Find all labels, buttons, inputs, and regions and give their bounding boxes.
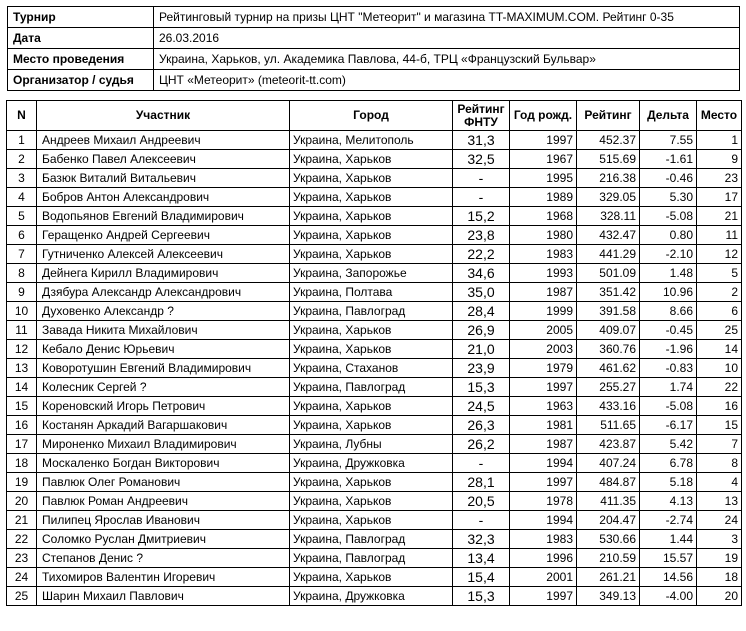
table-row: [7, 226, 742, 245]
cell-fntu-rating: 15,4: [453, 568, 510, 587]
cell-participant: Завада Никита Михайлович: [37, 321, 290, 340]
cell-participant: Кебало Денис Юрьевич: [37, 340, 290, 359]
results-header-row: [7, 101, 742, 131]
cell-rating: 511.65: [577, 416, 640, 435]
cell-delta: -0.83: [640, 359, 697, 378]
cell-birth-year: 1989: [510, 188, 577, 207]
cell-number: 15: [7, 397, 37, 416]
cell-fntu-rating: -: [453, 511, 510, 530]
table-row: [7, 511, 742, 530]
cell-participant: Бабенко Павел Алексеевич: [37, 150, 290, 169]
cell-number: 9: [7, 283, 37, 302]
cell-city: Украина, Харьков: [290, 568, 453, 587]
cell-number: 1: [7, 131, 37, 150]
cell-place: 7: [697, 435, 742, 454]
cell-birth-year: 2001: [510, 568, 577, 587]
cell-participant: Духовенко Александр ?: [37, 302, 290, 321]
cell-rating: 530.66: [577, 530, 640, 549]
cell-delta: 4.13: [640, 492, 697, 511]
cell-fntu-rating: 15,3: [453, 378, 510, 397]
cell-birth-year: 1987: [510, 283, 577, 302]
table-row: [7, 359, 742, 378]
table-row: [7, 492, 742, 511]
cell-number: 13: [7, 359, 37, 378]
cell-place: 11: [697, 226, 742, 245]
cell-fntu-rating: 32,3: [453, 530, 510, 549]
table-row: [7, 397, 742, 416]
cell-birth-year: 1979: [510, 359, 577, 378]
cell-participant: Водопьянов Евгений Владимирович: [37, 207, 290, 226]
cell-fntu-rating: 26,9: [453, 321, 510, 340]
cell-delta: -0.45: [640, 321, 697, 340]
cell-number: 19: [7, 473, 37, 492]
cell-city: Украина, Стаханов: [290, 359, 453, 378]
cell-fntu-rating: 13,4: [453, 549, 510, 568]
cell-place: 21: [697, 207, 742, 226]
cell-delta: -5.08: [640, 207, 697, 226]
cell-number: 7: [7, 245, 37, 264]
cell-rating: 216.38: [577, 169, 640, 188]
table-row: [7, 245, 742, 264]
info-row-place: [8, 49, 740, 70]
cell-delta: 5.18: [640, 473, 697, 492]
cell-number: 16: [7, 416, 37, 435]
cell-birth-year: 1997: [510, 587, 577, 606]
cell-place: 16: [697, 397, 742, 416]
cell-place: 19: [697, 549, 742, 568]
cell-delta: -0.46: [640, 169, 697, 188]
cell-number: 4: [7, 188, 37, 207]
cell-birth-year: 1993: [510, 264, 577, 283]
cell-fntu-rating: 15,2: [453, 207, 510, 226]
cell-rating: 432.47: [577, 226, 640, 245]
cell-fntu-rating: 28,4: [453, 302, 510, 321]
cell-number: 20: [7, 492, 37, 511]
cell-birth-year: 1983: [510, 530, 577, 549]
cell-birth-year: 1963: [510, 397, 577, 416]
cell-city: Украина, Харьков: [290, 188, 453, 207]
cell-delta: -2.10: [640, 245, 697, 264]
cell-rating: 423.87: [577, 435, 640, 454]
cell-place: 9: [697, 150, 742, 169]
cell-delta: 7.55: [640, 131, 697, 150]
cell-number: 10: [7, 302, 37, 321]
cell-fntu-rating: 31,3: [453, 131, 510, 150]
cell-rating: 515.69: [577, 150, 640, 169]
cell-fntu-rating: 32,5: [453, 150, 510, 169]
cell-city: Украина, Харьков: [290, 397, 453, 416]
cell-birth-year: 1997: [510, 473, 577, 492]
date-label: Дата: [8, 28, 154, 49]
cell-participant: Мироненко Михаил Владимирович: [37, 435, 290, 454]
cell-city: Украина, Павлоград: [290, 549, 453, 568]
cell-place: 22: [697, 378, 742, 397]
cell-number: 23: [7, 549, 37, 568]
cell-participant: Дзябура Александр Александрович: [37, 283, 290, 302]
organizer-label: Организатор / судья: [8, 70, 154, 91]
cell-participant: Костанян Аркадий Вагаршакович: [37, 416, 290, 435]
cell-delta: 1.74: [640, 378, 697, 397]
cell-number: 8: [7, 264, 37, 283]
cell-delta: 14.56: [640, 568, 697, 587]
cell-number: 11: [7, 321, 37, 340]
cell-rating: 349.13: [577, 587, 640, 606]
cell-delta: 5.42: [640, 435, 697, 454]
cell-rating: 411.35: [577, 492, 640, 511]
cell-rating: 461.62: [577, 359, 640, 378]
cell-rating: 204.47: [577, 511, 640, 530]
cell-fntu-rating: -: [453, 454, 510, 473]
table-row: [7, 340, 742, 359]
cell-place: 6: [697, 302, 742, 321]
cell-fntu-rating: 26,3: [453, 416, 510, 435]
tournament-label: Турнир: [8, 7, 154, 28]
header-n: N: [7, 101, 37, 131]
date-value: 26.03.2016: [154, 28, 740, 49]
header-year: Год рожд.: [510, 101, 577, 131]
table-row: [7, 549, 742, 568]
cell-number: 24: [7, 568, 37, 587]
cell-number: 14: [7, 378, 37, 397]
cell-rating: 441.29: [577, 245, 640, 264]
table-row: [7, 188, 742, 207]
cell-participant: Геращенко Андрей Сергеевич: [37, 226, 290, 245]
cell-participant: Базюк Виталий Витальевич: [37, 169, 290, 188]
cell-delta: -1.61: [640, 150, 697, 169]
cell-place: 24: [697, 511, 742, 530]
table-row: [7, 283, 742, 302]
cell-place: 13: [697, 492, 742, 511]
cell-rating: 409.07: [577, 321, 640, 340]
cell-fntu-rating: 34,6: [453, 264, 510, 283]
info-row-tournament: [8, 7, 740, 28]
cell-birth-year: 1994: [510, 454, 577, 473]
cell-delta: 0.80: [640, 226, 697, 245]
cell-number: 18: [7, 454, 37, 473]
table-row: [7, 473, 742, 492]
cell-rating: 329.05: [577, 188, 640, 207]
info-row-organizer: [8, 70, 740, 91]
cell-number: 25: [7, 587, 37, 606]
cell-rating: 351.42: [577, 283, 640, 302]
cell-birth-year: 1978: [510, 492, 577, 511]
cell-participant: Тихомиров Валентин Игоревич: [37, 568, 290, 587]
table-row: [7, 264, 742, 283]
cell-fntu-rating: 23,8: [453, 226, 510, 245]
table-row: [7, 587, 742, 606]
cell-birth-year: 2003: [510, 340, 577, 359]
cell-place: 20: [697, 587, 742, 606]
table-row: [7, 378, 742, 397]
cell-city: Украина, Харьков: [290, 226, 453, 245]
cell-participant: Москаленко Богдан Викторович: [37, 454, 290, 473]
cell-number: 5: [7, 207, 37, 226]
table-row: [7, 568, 742, 587]
cell-birth-year: 1999: [510, 302, 577, 321]
cell-city: Украина, Павлоград: [290, 302, 453, 321]
cell-city: Украина, Харьков: [290, 321, 453, 340]
cell-birth-year: 1996: [510, 549, 577, 568]
cell-delta: -6.17: [640, 416, 697, 435]
cell-birth-year: 1994: [510, 511, 577, 530]
cell-fntu-rating: 35,0: [453, 283, 510, 302]
cell-birth-year: 1967: [510, 150, 577, 169]
cell-city: Украина, Харьков: [290, 416, 453, 435]
tournament-info-table: [7, 6, 740, 91]
cell-birth-year: 1981: [510, 416, 577, 435]
cell-rating: 407.24: [577, 454, 640, 473]
cell-number: 6: [7, 226, 37, 245]
cell-participant: Павлюк Роман Андреевич: [37, 492, 290, 511]
cell-birth-year: 1995: [510, 169, 577, 188]
cell-delta: 6.78: [640, 454, 697, 473]
cell-rating: 328.11: [577, 207, 640, 226]
cell-participant: Бобров Антон Александрович: [37, 188, 290, 207]
cell-city: Украина, Дружковка: [290, 587, 453, 606]
cell-fntu-rating: 28,1: [453, 473, 510, 492]
header-city: Город: [290, 101, 453, 131]
cell-participant: Кореновский Игорь Петрович: [37, 397, 290, 416]
cell-place: 3: [697, 530, 742, 549]
cell-number: 12: [7, 340, 37, 359]
organizer-value: ЦНТ «Метеорит» (meteorit-tt.com): [154, 70, 740, 91]
cell-place: 15: [697, 416, 742, 435]
cell-rating: 255.27: [577, 378, 640, 397]
table-row: [7, 435, 742, 454]
cell-rating: 452.37: [577, 131, 640, 150]
cell-delta: 1.48: [640, 264, 697, 283]
cell-fntu-rating: 21,0: [453, 340, 510, 359]
cell-delta: 10.96: [640, 283, 697, 302]
cell-birth-year: 1987: [510, 435, 577, 454]
place-label: Место проведения: [8, 49, 154, 70]
cell-city: Украина, Харьков: [290, 340, 453, 359]
cell-place: 1: [697, 131, 742, 150]
results-body: [7, 131, 742, 606]
cell-number: 21: [7, 511, 37, 530]
cell-city: Украина, Харьков: [290, 473, 453, 492]
table-row: [7, 416, 742, 435]
header-rating: Рейтинг: [577, 101, 640, 131]
cell-place: 8: [697, 454, 742, 473]
cell-city: Украина, Харьков: [290, 492, 453, 511]
cell-participant: Андреев Михаил Андреевич: [37, 131, 290, 150]
cell-birth-year: 1997: [510, 131, 577, 150]
cell-city: Украина, Харьков: [290, 245, 453, 264]
header-place: Место: [697, 101, 742, 131]
cell-rating: 210.59: [577, 549, 640, 568]
cell-city: Украина, Павлоград: [290, 530, 453, 549]
cell-fntu-rating: 24,5: [453, 397, 510, 416]
cell-city: Украина, Павлоград: [290, 378, 453, 397]
table-row: [7, 302, 742, 321]
cell-fntu-rating: 15,3: [453, 587, 510, 606]
cell-birth-year: 1983: [510, 245, 577, 264]
cell-rating: 391.58: [577, 302, 640, 321]
cell-place: 2: [697, 283, 742, 302]
cell-place: 25: [697, 321, 742, 340]
cell-delta: -2.74: [640, 511, 697, 530]
info-row-date: [8, 28, 740, 49]
cell-city: Украина, Харьков: [290, 511, 453, 530]
table-row: [7, 321, 742, 340]
cell-participant: Колесник Сергей ?: [37, 378, 290, 397]
cell-delta: -1.96: [640, 340, 697, 359]
cell-rating: 261.21: [577, 568, 640, 587]
header-fntu-line1: Рейтинг: [457, 101, 505, 116]
cell-rating: 484.87: [577, 473, 640, 492]
cell-participant: Пилипец Ярослав Иванович: [37, 511, 290, 530]
table-row: [7, 131, 742, 150]
cell-city: Украина, Полтава: [290, 283, 453, 302]
cell-number: 17: [7, 435, 37, 454]
cell-number: 22: [7, 530, 37, 549]
cell-birth-year: 1997: [510, 378, 577, 397]
cell-city: Украина, Запорожье: [290, 264, 453, 283]
cell-fntu-rating: 23,9: [453, 359, 510, 378]
table-row: [7, 454, 742, 473]
cell-participant: Павлюк Олег Романович: [37, 473, 290, 492]
cell-fntu-rating: -: [453, 188, 510, 207]
cell-city: Украина, Харьков: [290, 207, 453, 226]
cell-birth-year: 2005: [510, 321, 577, 340]
cell-place: 12: [697, 245, 742, 264]
header-delta: Дельта: [640, 101, 697, 131]
cell-participant: Дейнега Кирилл Владимирович: [37, 264, 290, 283]
cell-place: 18: [697, 568, 742, 587]
cell-delta: 5.30: [640, 188, 697, 207]
cell-city: Украина, Харьков: [290, 169, 453, 188]
cell-participant: Коворотушин Евгений Владимирович: [37, 359, 290, 378]
header-fntu-line2: ФНТУ: [464, 114, 498, 129]
cell-participant: Степанов Денис ?: [37, 549, 290, 568]
table-row: [7, 207, 742, 226]
cell-fntu-rating: 22,2: [453, 245, 510, 264]
cell-place: 14: [697, 340, 742, 359]
cell-participant: Шарин Михаил Павлович: [37, 587, 290, 606]
table-row: [7, 150, 742, 169]
cell-place: 4: [697, 473, 742, 492]
tournament-value: Рейтинговый турнир на призы ЦНТ "Метеорит" и магазина TT-MAXIMUM.COM. Рейтинг 0-35: [154, 7, 740, 28]
cell-fntu-rating: 20,5: [453, 492, 510, 511]
cell-rating: 501.09: [577, 264, 640, 283]
cell-city: Украина, Лубны: [290, 435, 453, 454]
cell-place: 10: [697, 359, 742, 378]
table-row: [7, 169, 742, 188]
cell-fntu-rating: -: [453, 169, 510, 188]
table-row: [7, 530, 742, 549]
cell-participant: Гутниченко Алексей Алексеевич: [37, 245, 290, 264]
cell-rating: 433.16: [577, 397, 640, 416]
cell-place: 17: [697, 188, 742, 207]
cell-delta: 15.57: [640, 549, 697, 568]
cell-rating: 360.76: [577, 340, 640, 359]
cell-city: Украина, Харьков: [290, 150, 453, 169]
cell-participant: Соломко Руслан Дмитриевич: [37, 530, 290, 549]
cell-city: Украина, Дружковка: [290, 454, 453, 473]
results-table: [6, 100, 742, 606]
cell-number: 3: [7, 169, 37, 188]
cell-delta: -4.00: [640, 587, 697, 606]
cell-delta: -5.08: [640, 397, 697, 416]
header-name: Участник: [37, 101, 290, 131]
cell-place: 5: [697, 264, 742, 283]
cell-number: 2: [7, 150, 37, 169]
cell-delta: 8.66: [640, 302, 697, 321]
cell-birth-year: 1980: [510, 226, 577, 245]
cell-fntu-rating: 26,2: [453, 435, 510, 454]
cell-place: 23: [697, 169, 742, 188]
place-value: Украина, Харьков, ул. Академика Павлова, 44-б, ТРЦ «Французский Бульвар»: [154, 49, 740, 70]
header-fntu-rating: [453, 101, 510, 131]
cell-delta: 1.44: [640, 530, 697, 549]
cell-city: Украина, Мелитополь: [290, 131, 453, 150]
cell-birth-year: 1968: [510, 207, 577, 226]
